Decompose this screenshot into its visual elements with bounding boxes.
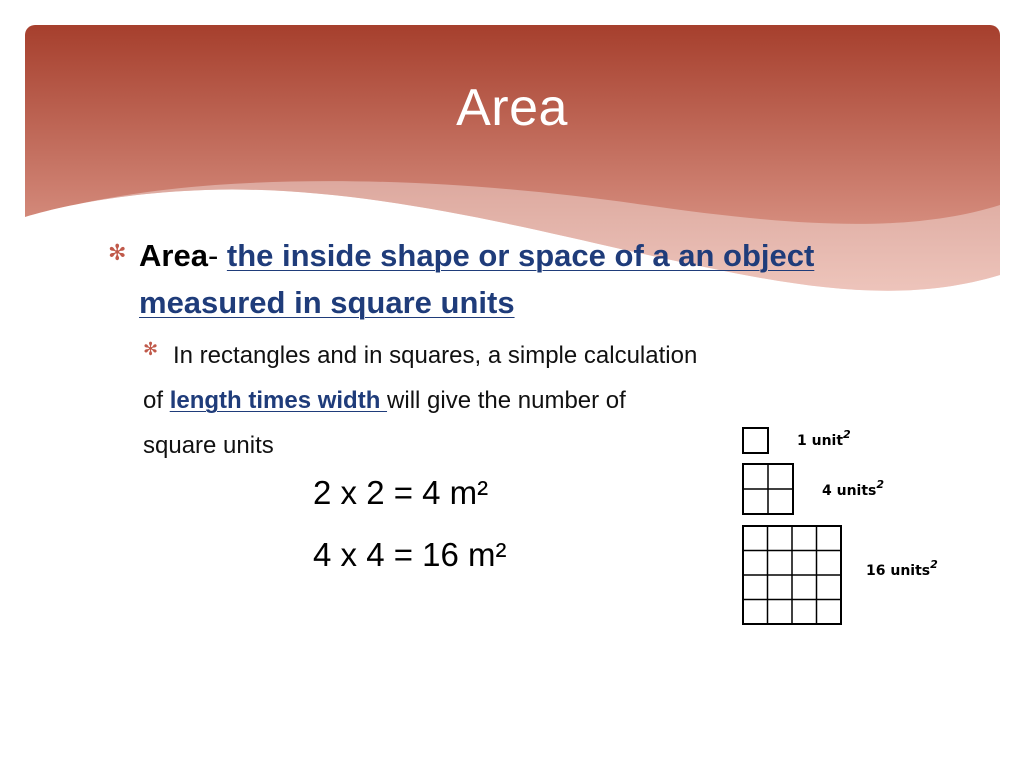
equation-4x4: 4 x 4 = 16 m² <box>313 536 507 573</box>
square-1-unit <box>743 428 851 453</box>
calculation-bullet <box>143 333 703 468</box>
area-definition: the inside shape or space of a an object measured in square units <box>139 238 815 320</box>
calc-text-post: will give the number of square units <box>143 387 626 459</box>
length-times-width: length times width <box>169 387 388 414</box>
unit-squares-diagram <box>740 425 970 630</box>
area-term: Area <box>139 238 208 273</box>
definition-bullet <box>139 232 929 326</box>
slide-title: Area <box>456 79 568 137</box>
calc-text-pre: In rectangles and in squares, a simple calculation of <box>143 342 698 414</box>
square-1-label: 1 unit$^2$ <box>797 428 851 449</box>
bullet-star-icon: ✻ <box>108 240 127 265</box>
square-16-label: 16 units$^2$ <box>866 558 938 579</box>
square-4-units <box>743 464 884 514</box>
equation-2x2: 2 x 2 = 4 m² <box>313 474 489 511</box>
square-4-label: 4 units$^2$ <box>822 478 885 499</box>
square-16-units <box>743 526 938 624</box>
sub-bullet-star-icon: ✻ <box>143 339 159 359</box>
term-separator: - <box>207 238 227 273</box>
